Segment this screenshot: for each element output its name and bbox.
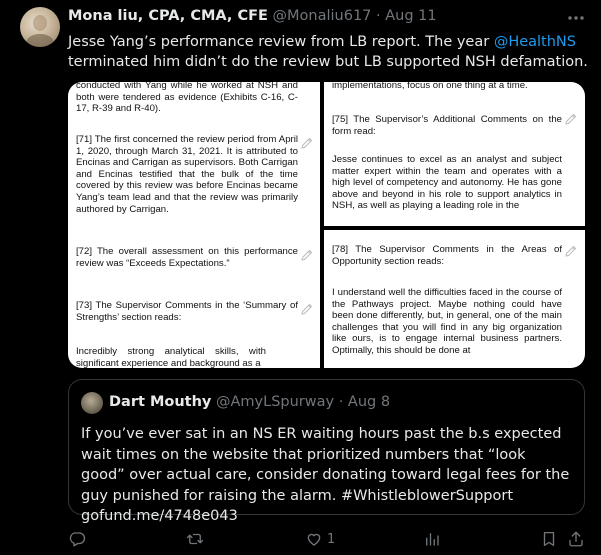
doc-paragraph-quote: Incredibly strong analytical skills, with significant experience and background as a <box>76 346 266 368</box>
views-chart-icon <box>423 530 441 548</box>
quoted-tweet-header <box>109 394 390 410</box>
tweet-date[interactable]: Aug 11 <box>385 8 437 24</box>
document-page-top-right[interactable] <box>324 82 585 226</box>
doc-paragraph-78: [78] The Supervisor Comments in the Areas of Opportunity section reads: <box>332 244 562 267</box>
retweet-icon <box>186 530 204 548</box>
separator-dot: · <box>338 394 344 410</box>
quoted-tweet-text: If you’ve ever sat in an NS ER waiting hours past the b.s expected wait times on the website that prioritized numbers that “look good” over actual care, consider donating toward legal fees for the guy punished for raising the alarm. #WhistleblowerSupport gofund.me/4748e043 <box>81 426 570 524</box>
doc-paragraph-71: [71] The first concerned the review period from April 1, 2020, through March 31, 2021. It is attributed to Encinas and Carrigan as supervisors. Both Carrigan and Encinas testified that the bulk of the time covered by this review was before Encinas became Yang’s team lead and that the review was primarily authored by Carrigan. <box>76 134 298 215</box>
doc-paragraph-quote: I understand well the difficulties faced in the course of the Pathways project. Maybe nothing could have been done differently, but, in general, one of the main challenges that you will find in any big organization like ours, is to engage internal business partners. Optimally, this should be done at <box>332 287 562 356</box>
share-button[interactable] <box>567 527 585 551</box>
tweet-text-part1: Jesse Yang’s performance review from LB report. The year <box>68 34 494 50</box>
heart-icon <box>305 530 323 548</box>
reply-icon <box>68 530 86 548</box>
quoted-author-handle[interactable]: @AmyLSpurway <box>215 394 335 410</box>
quoted-author-avatar[interactable] <box>81 392 103 414</box>
edit-pencil-icon <box>564 112 578 126</box>
avatar-photo-icon <box>20 7 60 47</box>
share-icon <box>567 530 585 548</box>
document-page-bottom-right[interactable] <box>324 230 585 368</box>
like-count: 1 <box>327 531 336 547</box>
reply-button[interactable] <box>68 527 90 551</box>
retweet-button[interactable] <box>186 527 208 551</box>
bookmark-icon <box>540 530 558 548</box>
quoted-tweet-date[interactable]: Aug 8 <box>347 394 391 410</box>
edit-pencil-icon <box>300 136 314 150</box>
views-button[interactable] <box>423 527 445 551</box>
doc-paragraph-72: [72] The overall assessment on this performance review was “Exceeds Expectations.” <box>76 246 298 269</box>
doc-paragraph: implementations, focus on one thing at a time. <box>332 82 528 91</box>
quoted-author-name[interactable]: Dart Mouthy <box>109 394 212 410</box>
edit-pencil-icon <box>564 244 578 258</box>
mention-link[interactable]: @HealthNS <box>493 34 576 50</box>
more-icon <box>566 8 586 28</box>
author-avatar[interactable] <box>20 7 60 47</box>
doc-paragraph-75: [75] The Supervisor’s Additional Comments on the form read: <box>332 114 562 137</box>
tweet-text-part2: terminated him didn’t do the review but LB supported NSH defamation. <box>68 54 588 70</box>
document-page-left[interactable] <box>68 82 320 368</box>
document-images[interactable] <box>68 82 585 368</box>
doc-paragraph-73: [73] The Supervisor Comments in the ‘Summary of Strengths’ section reads: <box>76 300 298 323</box>
bookmark-button[interactable] <box>540 527 558 551</box>
tweet-text <box>68 32 588 72</box>
doc-paragraph: conducted with Yang while he worked at NSH and both were tendered as evidence (Exhibits C-16, C-17, R-39 and R-40). <box>76 82 298 115</box>
doc-paragraph-quote: Jesse continues to excel as an analyst and subject matter expert within the team and operates with a high level of competency and autonomy. He has gone above and beyond in his role to support analytics in NSH, as well as playing a leading role in the <box>332 154 562 212</box>
action-bar <box>68 527 585 551</box>
edit-pencil-icon <box>300 302 314 316</box>
edit-pencil-icon <box>300 248 314 262</box>
quoted-tweet[interactable] <box>68 379 585 524</box>
author-handle[interactable]: @Monaliu617 <box>272 8 372 24</box>
tweet-header <box>68 8 437 28</box>
author-name[interactable]: Mona liu, CPA, CMA, CFE <box>68 8 268 24</box>
more-options-button[interactable] <box>566 8 586 28</box>
separator-dot: · <box>376 8 381 24</box>
like-button[interactable] <box>305 527 335 551</box>
